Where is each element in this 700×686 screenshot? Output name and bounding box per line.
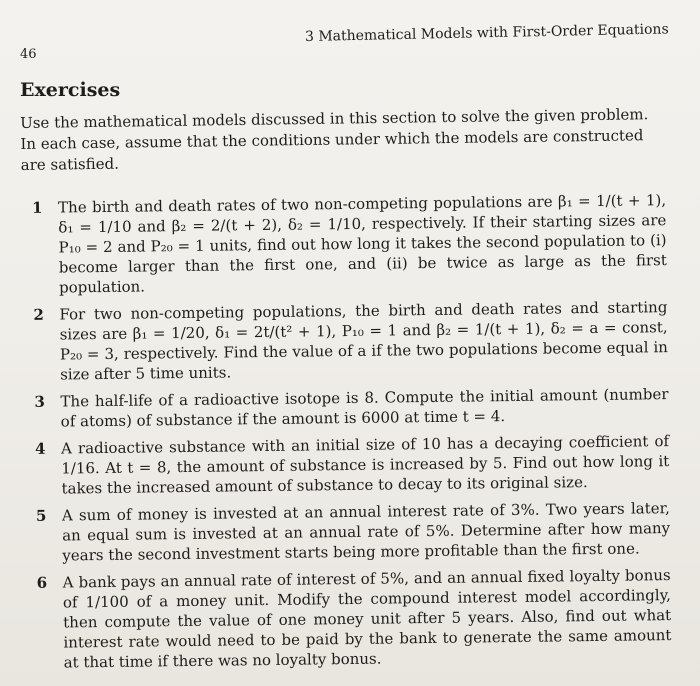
exercise-number: 2	[33, 305, 44, 324]
exercise-item	[20, 190, 667, 298]
section-title: Exercises	[20, 79, 121, 101]
exercise-number: 3	[34, 392, 46, 411]
section-intro: Use the mathematical models discussed in this section to solve the given problem. In each case, assume that the conditions under which the models are constructed are satisfied.	[20, 105, 649, 174]
exercise-text: A radioactive substance with an initial size of 10 has a decaying coefficient of 1/16. At t = 8, the amount of substance is increased by 5. Find out how long it takes the increased amount of substance to decay to its original size.	[60, 432, 670, 498]
exercise-text: The birth and death rates of two non-competing populations are β₁ = 1/(t + 1), δ₁ = 1/10 and β₂ = 2/(t + 2), δ₂ = 1/10, respectively. If their starting sizes are P₁₀ = 2 and P₂₀ = 1 units, find out how long it takes the second population to (i) become larger than the first one, and (ii) be twice as large as the first population.	[58, 191, 667, 297]
exercise-number: 1	[32, 198, 43, 217]
exercise-list	[20, 190, 672, 680]
exercise-number: 4	[34, 439, 46, 458]
exercise-text: A sum of money is invested at an annual interest rate of 3%. Two years later, an equal sum is invested at an annual rate of 5%. Determine after how many years the second investment starts being more profitable than the first one.	[61, 499, 671, 565]
exercise-number: 5	[35, 506, 47, 525]
exercise-item	[24, 498, 671, 566]
exercise-item	[22, 384, 668, 432]
exercise-text: For two non-competing populations, the birth and death rates and starting sizes are β₁ = 1/20, δ₁ = 2t/(t² + 1), P₁₀ = 1 and β₂ = 1/(t + 1), δ₂ = a = const, P₂₀ = 3, respectively. Find the value of a if the two populations become equal in size after 5 time units.	[59, 298, 668, 384]
page-number: 46	[20, 47, 37, 62]
running-head: 3 Mathematical Models with First-Order Equations	[304, 21, 669, 45]
exercise-item	[23, 431, 670, 499]
exercise-item	[25, 565, 672, 673]
exercise-item	[21, 297, 668, 385]
exercise-text: A bank pays an annual rate of interest of 5%, and an annual fixed loyalty bonus of 1/100 of a money unit. Modify the compound interest model accordingly, then compute the value of one money unit after 5 years. Also, find out what interest rate would need to be paid by the bank to generate the same amount at that time if there was no loyalty bonus.	[62, 566, 672, 672]
exercise-text: The half-life of a radioactive isotope is 8. Compute the initial amount (number of atoms) of substance if the amount is 6000 at time t = 4.	[60, 385, 669, 431]
exercise-number: 6	[36, 573, 48, 592]
